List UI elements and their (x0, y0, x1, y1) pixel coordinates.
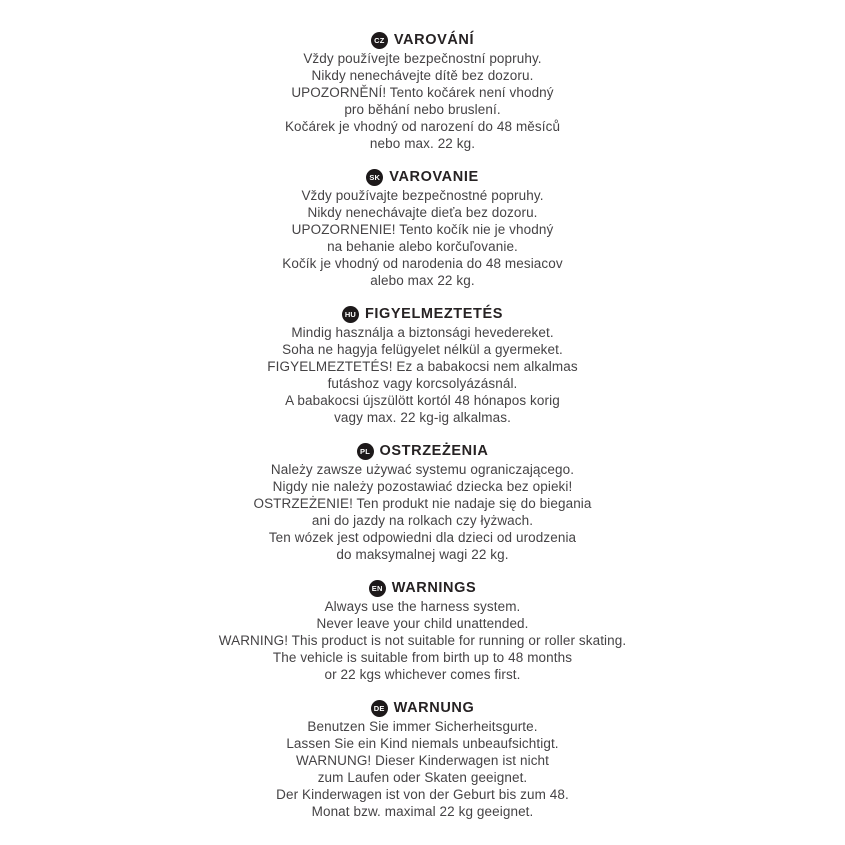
section-title-de: WARNUNG (393, 700, 475, 716)
warning-line: zum Laufen oder Skaten geeignet. (317, 770, 528, 785)
warning-line: Kočík je vhodný od narodenia do 48 mesiacov (282, 256, 563, 271)
section-body-cz (0, 50, 845, 152)
warning-line: alebo max 22 kg. (370, 273, 475, 288)
section-header-de (0, 698, 845, 718)
section-body-de (0, 718, 845, 820)
warning-line: UPOZORNENIE! Tento kočík nie je vhodný (291, 222, 554, 237)
warning-line: futáshoz vagy korcsolyázásnál. (327, 376, 518, 391)
warning-line: pro běhání nebo bruslení. (344, 102, 501, 117)
warning-section-sk (0, 167, 845, 289)
warning-line: Kočárek je vhodný od narození do 48 měsíců (284, 119, 561, 134)
section-title-sk: VAROVANIE (389, 169, 479, 185)
warning-line: FIGYELMEZTETÉS! Ez a babakocsi nem alkalmas (267, 359, 578, 374)
warning-line: do maksymalnej wagi 22 kg. (336, 547, 509, 562)
warning-line: Ten wózek jest odpowiedni dla dzieci od urodzenia (268, 530, 577, 545)
warning-line: Der Kinderwagen ist von der Geburt bis zum 48. (276, 787, 569, 802)
warning-line: Nigdy nie należy pozostawiać dziecka bez opieki! (272, 479, 573, 494)
warning-line: Vždy používejte bezpečnostní popruhy. (303, 51, 542, 66)
warning-line: WARNING! This product is not suitable for running or roller skating. (218, 633, 627, 648)
language-badge-cz-icon: CZ (371, 32, 388, 49)
warning-line: A babakocsi újszülött kortól 48 hónapos korig (285, 393, 560, 408)
warning-line: vagy max. 22 kg-ig alkalmas. (334, 410, 511, 425)
warning-line: Lassen Sie ein Kind niemals unbeaufsichtigt. (286, 736, 559, 751)
warning-line: Soha ne hagyja felügyelet nélkül a gyermeket. (282, 342, 563, 357)
warning-line: Always use the harness system. (324, 599, 521, 614)
warning-line: or 22 kgs whichever comes first. (324, 667, 521, 682)
warning-line: Monat bzw. maximal 22 kg geeignet. (311, 804, 534, 819)
section-body-hu (0, 324, 845, 426)
warning-line: OSTRZEŻENIE! Ten produkt nie nadaje się do biegania (253, 496, 592, 511)
warning-section-cz (0, 30, 845, 152)
language-badge-de-icon: DE (371, 700, 388, 717)
warning-section-pl (0, 441, 845, 563)
warning-line: na behanie alebo korčuľovanie. (327, 239, 518, 254)
section-body-en (0, 598, 845, 683)
section-title-pl: OSTRZEŻENIA (379, 443, 489, 459)
warning-line: The vehicle is suitable from birth up to 48 months (272, 650, 573, 665)
section-body-pl (0, 461, 845, 563)
section-title-cz: VAROVÁNÍ (393, 32, 475, 48)
section-body-sk (0, 187, 845, 289)
warning-line: ani do jazdy na rolkach czy łyżwach. (311, 513, 534, 528)
section-header-en (0, 578, 845, 598)
language-badge-sk-icon: SK (366, 169, 383, 186)
warning-section-de (0, 698, 845, 820)
warning-line: Nikdy nenechávajte dieťa bez dozoru. (307, 205, 538, 220)
warning-line: Vždy používajte bezpečnostné popruhy. (301, 188, 544, 203)
section-header-cz (0, 30, 845, 50)
section-header-hu (0, 304, 845, 324)
warning-section-en (0, 578, 845, 683)
warning-line: UPOZORNĚNÍ! Tento kočárek není vhodný (291, 85, 554, 100)
section-title-en: WARNINGS (391, 580, 477, 596)
warning-line: Never leave your child unattended. (316, 616, 529, 631)
warning-line: Mindig használja a biztonsági hevedereket. (291, 325, 554, 340)
warning-line: Należy zawsze używać systemu ograniczającego. (270, 462, 575, 477)
warning-line: WARNUNG! Dieser Kinderwagen ist nicht (295, 753, 550, 768)
warning-line: Nikdy nenechávejte dítě bez dozoru. (311, 68, 534, 83)
warning-line: nebo max. 22 kg. (369, 136, 476, 151)
warning-line: Benutzen Sie immer Sicherheitsgurte. (307, 719, 538, 734)
language-badge-pl-icon: PL (357, 443, 374, 460)
section-header-sk (0, 167, 845, 187)
language-badge-en-icon: EN (369, 580, 386, 597)
warning-section-hu (0, 304, 845, 426)
language-badge-hu-icon: HU (342, 306, 359, 323)
section-title-hu: FIGYELMEZTETÉS (364, 306, 504, 322)
section-header-pl (0, 441, 845, 461)
